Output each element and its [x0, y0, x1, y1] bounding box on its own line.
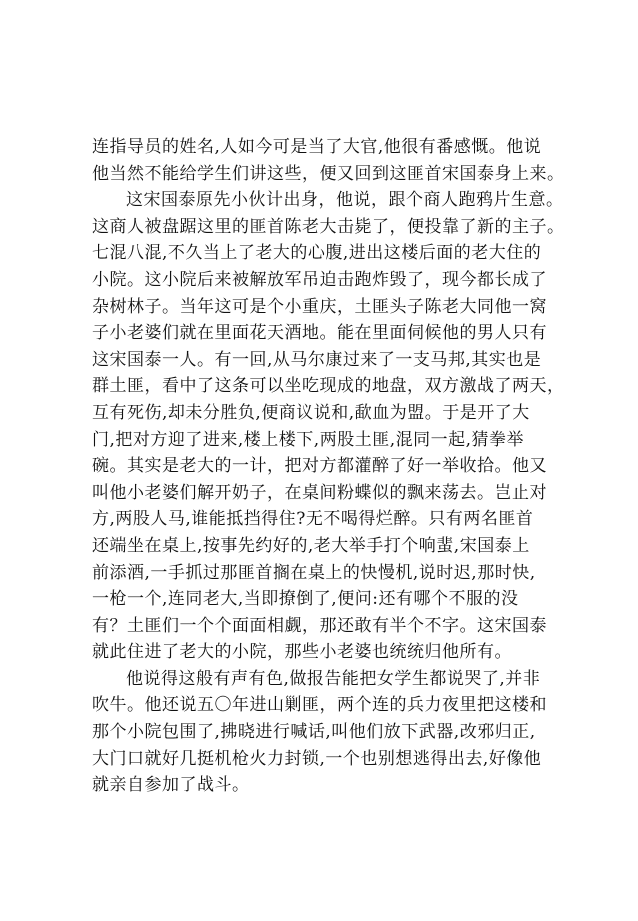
- text-line: 碗。其实是老大的一计，把对方都灌醉了好一举收拾。他又: [92, 456, 547, 477]
- paragraph-first-line: 这宋国泰原先小伙计出身，他说，跟个商人跑鸦片生意。: [126, 190, 564, 211]
- text-line: 他当然不能给学生们讲这些，便又回到这匪首宋国泰身上来。: [92, 163, 565, 184]
- text-line: 一枪一个,连同老大,当即撩倒了,便问:还有哪个不服的没: [92, 589, 519, 610]
- text-line: 叫他小老婆们解开奶子，在桌间粉蝶似的飘来荡去。岂止对: [92, 482, 547, 503]
- text-line: 互有死伤,却未分胜负,便商议说和,歃血为盟。于是开了大: [92, 402, 530, 423]
- body-text: [92, 134, 572, 799]
- text-line: 杂树林子。当年这可是个小重庆，土匪头子陈老大同他一窝: [92, 296, 547, 317]
- text-line: 小院。这小院后来被解放军吊迫击跑炸毁了，现今都长成了: [92, 269, 547, 290]
- text-line: 还端坐在桌上,按事先约好的,老大举手打个响蜚,宋国泰上: [92, 535, 530, 556]
- text-line: 这宋国泰一人。有一回,从马尔康过来了一支马邦,其实也是: [92, 349, 542, 370]
- paragraph-first-line: 他说得这般有声有色,做报告能把女学生都说哭了,并非: [126, 668, 541, 689]
- text-line: 连指导员的姓名,人如今可是当了大官,他很有番感慨。他说: [92, 137, 542, 157]
- text-line: 子小老婆们就在里面花天酒地。能在里面伺候他的男人只有: [92, 323, 547, 344]
- text-line: 吹牛。他还说五〇年进山剿匪，两个连的兵力夜里把这楼和: [92, 695, 547, 716]
- text-line: 方,两股人马,谁能抵挡得住?无不喝得烂醉。只有两名匪首: [92, 509, 534, 530]
- text-line: 就亲自参加了战斗。: [92, 775, 250, 796]
- text-line: 那个小院包围了,拂晓进行喊话,叫他们放下武器,改邪归正,: [92, 722, 536, 743]
- text-line: 就此住进了老大的小院，那些小老婆也统统归他所有。: [92, 642, 512, 663]
- text-line: 七混八混,不久当上了老大的心腹,进出这楼后面的老大住的: [92, 243, 542, 264]
- text-line: 门,把对方迎了进来,楼上楼下,两股土匪,混同一起,猜拳举: [92, 429, 525, 450]
- text-line: 这商人被盘踞这里的匪首陈老大击毙了，便投靠了新的主子。: [92, 216, 565, 237]
- text-line: 大门口就好几挺机枪火力封锁,一个也别想逃得出去,好像他: [92, 748, 542, 769]
- text-line: 有？土匪们一个个面面相觑，那还敢有半个不字。这宋国泰: [92, 615, 547, 636]
- text-line: 前添酒,一手抓过那匪首搁在桌上的快慢机,说时迟,那时快,: [92, 562, 536, 583]
- text-line: 群土匪，看中了这条可以坐吃现成的地盘，双方激战了两天，: [92, 376, 565, 397]
